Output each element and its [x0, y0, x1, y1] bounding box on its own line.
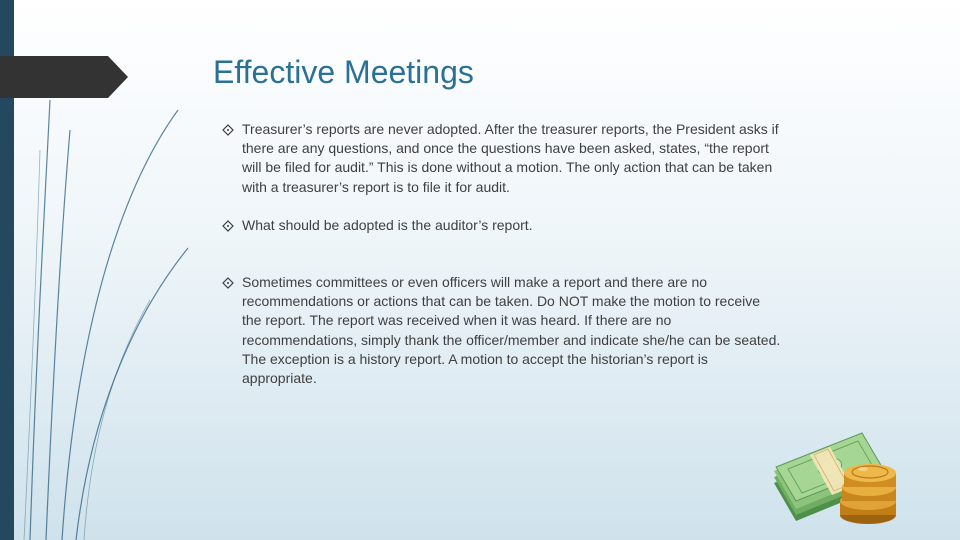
bullet-list: [222, 120, 782, 388]
diamond-bullet-icon: [222, 220, 234, 232]
diamond-bullet-icon: [222, 124, 234, 136]
bullet-committee-reports: [222, 273, 782, 388]
money-stack-coins-icon: [770, 425, 905, 525]
bullet-text: What should be adopted is the auditor’s report.: [242, 216, 533, 233]
diamond-bullet-icon: [222, 277, 234, 289]
bullet-auditor-report: [222, 216, 782, 235]
bullet-text: Sometimes committees or even officers will make a report and there are no recommendations or actions that can be taken. Do NOT make the motion to receive the report. The report was received when it was heard. If there are no recommendations, simply thank the officer/member and indicate she/he can be seated. The exception is a history report. A motion to accept the historian’s report is appropriate.: [242, 274, 781, 387]
bullet-treasurer-reports: [222, 120, 782, 197]
coin-stack: [840, 464, 896, 524]
title-tab-shape: [0, 56, 128, 98]
bullet-text: Treasurer’s reports are never adopted. After the treasurer reports, the President asks if there are any questions, and once the questions have been asked, states, “the report will be filed for audit.” This is done without a motion. The only action that can be taken with a treasurer’s report is to file it for audit.: [242, 121, 779, 195]
slide-title: Effective Meetings: [213, 54, 474, 90]
